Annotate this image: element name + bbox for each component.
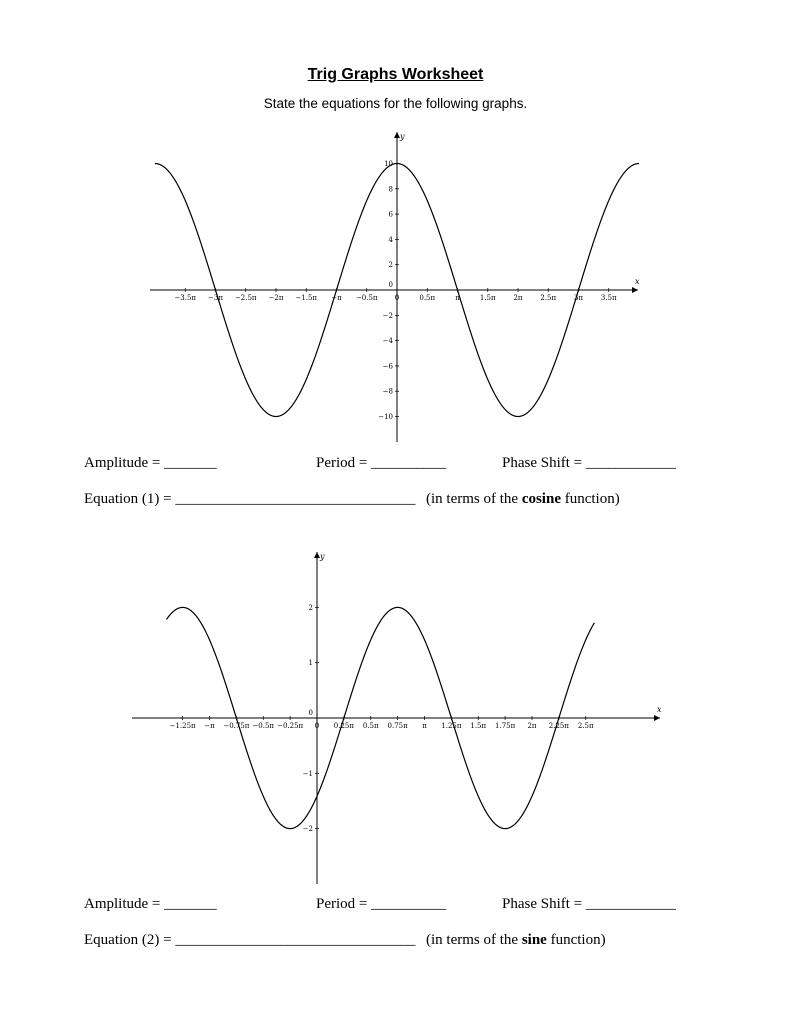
y-tick-label: −8 xyxy=(382,387,393,396)
phase-shift-2-line: Phase Shift = ____________ xyxy=(502,896,676,912)
x-tick-label: 0.25π xyxy=(333,722,354,730)
amplitude-1-line: Amplitude = _______ xyxy=(84,455,217,471)
y-tick-label: 10 xyxy=(384,160,393,168)
equation-1-note xyxy=(426,491,620,508)
x-tick-label: 0 xyxy=(394,294,400,302)
graph-1 xyxy=(0,128,791,448)
x-tick-label: 1.5π xyxy=(470,722,487,730)
y-tick-label: −2 xyxy=(382,311,393,320)
page-title: Trig Graphs Worksheet xyxy=(307,66,484,83)
y-tick-label: 4 xyxy=(388,235,393,244)
y-tick-label: −2 xyxy=(302,825,313,834)
x-axis-label: x xyxy=(635,277,640,286)
y-axis-label: y xyxy=(400,132,405,141)
y-tick-label: 2 xyxy=(388,261,393,270)
x-axis-arrow xyxy=(632,287,638,293)
x-tick-label: −0.5π xyxy=(355,294,378,302)
x-tick-label: −2π xyxy=(268,294,284,302)
x-tick-label: −π xyxy=(204,722,215,730)
y-tick-label: −6 xyxy=(382,362,393,371)
note-1-function: cosine xyxy=(521,491,561,507)
x-axis-label: x xyxy=(657,705,662,714)
x-tick-label: 3.5π xyxy=(600,294,617,302)
y-tick-label: 2 xyxy=(308,603,313,612)
note-2-function: sine xyxy=(521,932,547,948)
x-tick-label: 0.5π xyxy=(419,294,436,302)
y-tick-label: −10 xyxy=(378,413,393,421)
note-2-pre: (in terms of the xyxy=(426,932,522,948)
instructions: State the equations for the following graphs. xyxy=(263,96,528,111)
x-tick-label: −1.25π xyxy=(169,722,196,730)
amplitude-2-line: Amplitude = _______ xyxy=(84,896,217,912)
x-tick-label: 2.5π xyxy=(540,294,557,302)
y-tick-label: 8 xyxy=(388,185,393,194)
x-tick-label: 0.75π xyxy=(387,722,408,730)
x-tick-label: 3π xyxy=(573,294,584,302)
x-tick-label: 2π xyxy=(513,294,523,302)
x-tick-label: 0 xyxy=(314,722,320,730)
note-1-post: function) xyxy=(560,491,620,507)
x-tick-label: 1.75π xyxy=(495,722,516,730)
equation-1-line: Equation (1) = ________________________________ xyxy=(84,491,416,507)
x-tick-label: 2.5π xyxy=(577,722,594,730)
graph-2 xyxy=(0,548,791,893)
x-tick-label: 2π xyxy=(527,722,537,730)
x-tick-label: π xyxy=(455,294,460,302)
x-tick-label: −0.75π xyxy=(223,722,250,730)
x-axis-arrow xyxy=(654,715,660,721)
y-axis-label: y xyxy=(320,552,325,561)
y-tick-label: −4 xyxy=(382,337,393,346)
y-tick-label: 0 xyxy=(308,709,313,717)
period-2-line: Period = __________ xyxy=(316,896,447,912)
x-tick-label: 1.25π xyxy=(441,722,462,730)
y-tick-label: 6 xyxy=(388,210,393,219)
x-tick-label: −π xyxy=(331,294,342,302)
equation-2-note xyxy=(426,932,606,949)
x-tick-label: 1.5π xyxy=(479,294,496,302)
x-tick-label: −3.5π xyxy=(174,294,197,302)
phase-shift-1-line: Phase Shift = ____________ xyxy=(502,455,676,471)
x-tick-label: −2.5π xyxy=(234,294,257,302)
y-tick-label: 0 xyxy=(388,281,393,289)
x-tick-label: −3π xyxy=(208,294,223,302)
y-tick-label: 1 xyxy=(308,659,313,668)
period-1-line: Period = __________ xyxy=(316,455,447,471)
x-tick-label: −0.5π xyxy=(252,722,275,730)
equation-2-line: Equation (2) = ________________________________ xyxy=(84,932,416,948)
x-tick-label: −0.25π xyxy=(277,722,304,730)
note-2-post: function) xyxy=(546,932,606,948)
x-tick-label: π xyxy=(422,722,427,730)
x-tick-label: 0.5π xyxy=(362,722,379,730)
y-tick-label: −1 xyxy=(302,769,313,778)
x-tick-label: 2.25π xyxy=(548,722,569,730)
note-1-pre: (in terms of the xyxy=(426,491,522,507)
x-tick-label: −1.5π xyxy=(295,294,318,302)
